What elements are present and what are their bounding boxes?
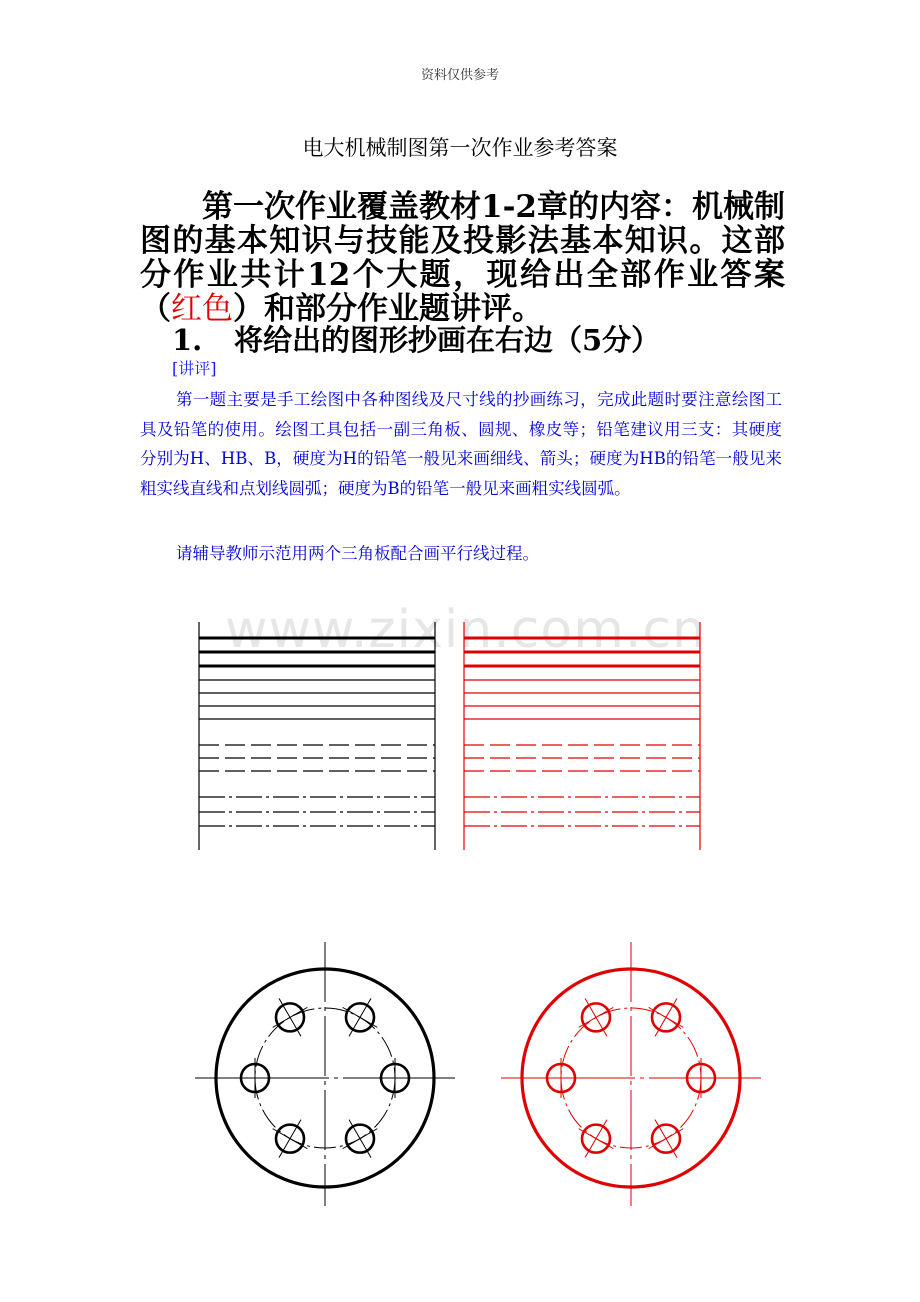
flange-drawing-original [195,942,455,1206]
flange-drawing-answer [501,942,761,1206]
intro-text-before: 第一次作业覆盖教材1-2章的内容：机械制图的基本知识与技能及投影法基本知识。这部分作业共计12个大题，现给出全部作业答案（ [140,189,786,327]
line-exercise-answer [464,622,700,850]
intro-text-after: ）和部分作业题讲评。 [233,291,543,327]
comment-label: [讲评] [172,359,217,378]
question-number: 1. [172,323,203,357]
header-note: 资料仅供参考 [420,68,499,83]
comment-note: 请辅导教师示范用两个三角板配合画平行线过程。 [176,544,539,563]
comment-body: 第一题主要是手工绘图中各种图线及尺寸线的抄画练习，完成此题时要注意绘图工具及铅笔的使用。绘图工具包括一副三角板、圆规、橡皮等；铅笔建议用三支：其硬度分别为H、HB、B，硬度为H的铅笔一般见来画细线、箭头；硬度为HB的铅笔一般见来粗实线直线和点划线圆弧；硬度为B的铅笔一般见来画粗实线圆弧。 [140,390,782,498]
question-text: 将给出的图形抄画在右边（5分） [234,323,661,357]
watermark: www.zixin.com.cn [225,600,706,660]
page-title: 电大机械制图第一次作业参考答案 [302,136,618,160]
line-exercise-original [199,622,435,850]
intro-red-text: 红色 [171,291,233,327]
